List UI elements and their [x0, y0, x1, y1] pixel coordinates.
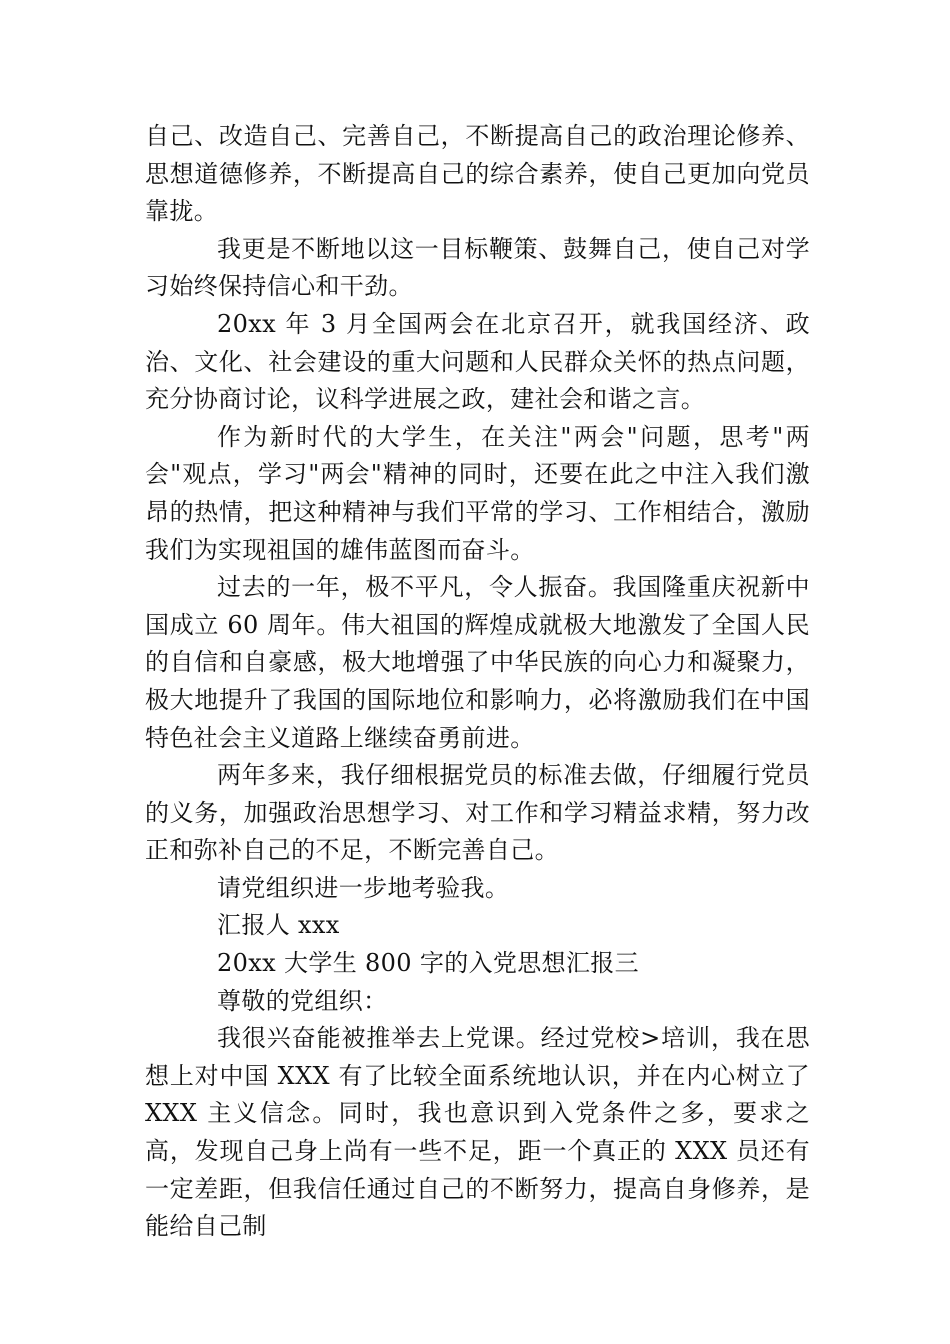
paragraph-two-sessions: 20xx 年 3 月全国两会在北京召开，就我国经济、政治、文化、社会建设的重大问题和人民群众关怀的热点问题，充分协商讨论，议科学进展之政，建社会和谐之言。: [145, 309, 810, 414]
reporter-signature: 汇报人 xxx: [217, 911, 340, 940]
section-heading: 20xx 大学生 800 字的入党思想汇报三: [217, 949, 640, 978]
paragraph-two-years: 两年多来，我仔细根据党员的标准去做，仔细履行党员的义务，加强政治思想学习、对工作和学习精益求精，努力改正和弥补自己的不足，不断完善自己。: [145, 761, 810, 865]
paragraph-continuation: 自己、改造自己、完善自己，不断提高自己的政治理论修养、思想道德修养，不断提高自己的综合素养，使自己更加向党员靠拢。: [145, 122, 810, 226]
paragraph-party-class: 我很兴奋能被推举去上党课。经过党校>培训，我在思想上对中国 XXX 有了比较全面系统地认识，并在内心树立了 XXX 主义信念。同时，我也意识到入党条件之多，要求之高，发现自己身上尚有一些不足，距一个真正的 XXX 员还有一定差距，但我信任通过自己的不断努力，提高自身修养，是能给自己制: [145, 1024, 810, 1241]
document-body: [145, 118, 810, 1246]
paragraph-request: 请党组织进一步地考验我。: [217, 873, 510, 902]
paragraph-student-role: 作为新时代的大学生，在关注"两会"问题，思考"两会"观点，学习"两会"精神的同时，还要在此之中注入我们激昂的热情，把这种精神与我们平常的学习、工作相结合，激励我们为实现祖国的雄伟蓝图而奋斗。: [145, 422, 810, 564]
paragraph-past-year: 过去的一年，极不平凡，令人振奋。我国隆重庆祝新中国成立 60 周年。伟大祖国的辉煌成就极大地激发了全国人民的自信和自豪感，极大地增强了中华民族的向心力和凝聚力，极大地提升了我国的国际地位和影响力，必将激励我们在中国特色社会主义道路上继续奋勇前进。: [145, 573, 810, 752]
paragraph-goal-motivation: 我更是不断地以这一目标鞭策、鼓舞自己，使自己对学习始终保持信心和干劲。: [145, 234, 810, 301]
salutation: 尊敬的党组织：: [217, 986, 388, 1015]
